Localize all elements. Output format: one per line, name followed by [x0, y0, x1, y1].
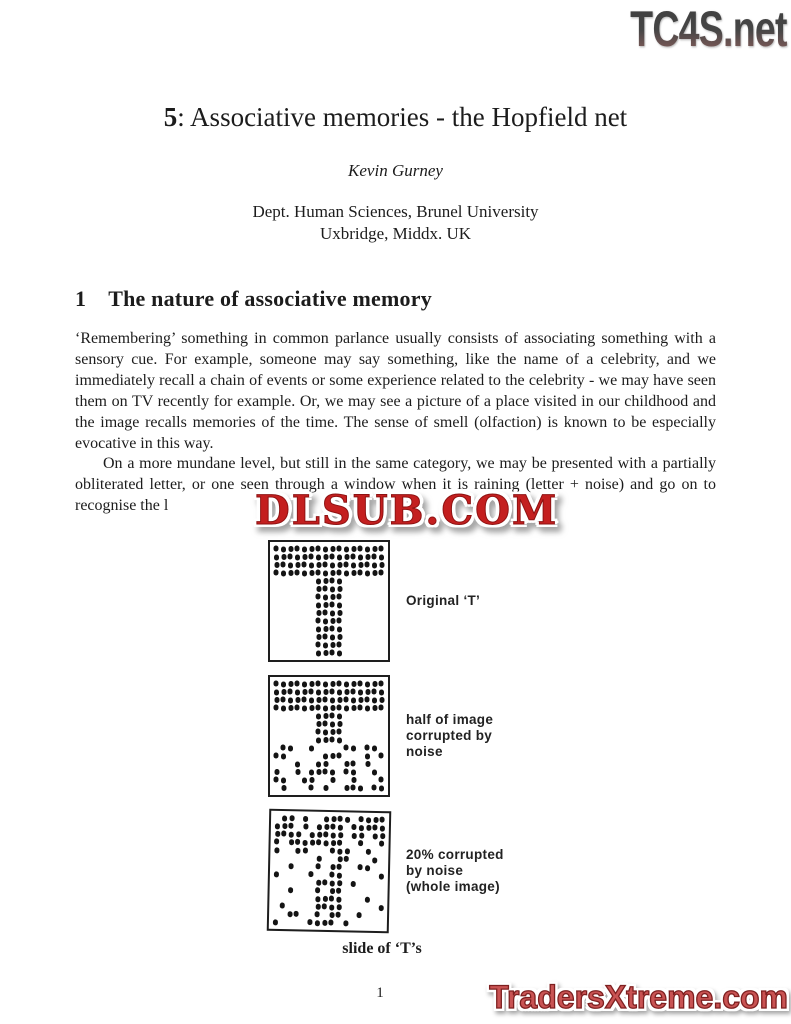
figure-label-half-corrupted: half of image corrupted by noise	[406, 712, 494, 759]
document-title-number: 5	[163, 102, 178, 132]
figure-row-original	[268, 540, 504, 662]
affiliation	[0, 201, 791, 245]
t-patterns-figure	[268, 540, 504, 945]
document-title	[0, 102, 791, 133]
affiliation-line-1: Dept. Human Sciences, Brunel University	[252, 202, 539, 221]
watermark-tradersxtreme: TradersXtreme.com	[489, 979, 788, 1015]
watermark-tc4s: TC4S.net	[630, 1, 787, 57]
figure-label-whole-corrupted: 20% corrupted by noise (whole image)	[406, 847, 504, 894]
author-name: Kevin Gurney	[348, 161, 443, 180]
dot-grid-whole-corrupted	[267, 809, 392, 934]
dot-grid-half-corrupted	[268, 675, 390, 797]
section-heading	[75, 286, 432, 312]
document-title-text: : Associative memories - the Hopfield net	[177, 102, 628, 132]
page-number: 1	[376, 985, 384, 1001]
figure-row-whole-corrupted	[268, 810, 504, 932]
watermark-dlsub: DLSUB.COM	[255, 487, 559, 534]
figure-caption: slide of ‘T’s	[342, 940, 422, 957]
section-number: 1	[75, 286, 87, 311]
dot-grid-original	[268, 540, 390, 662]
paragraph-2: On a more mundane level, but still in the same category, we may be presented with a partially obliterated letter, or one seen through a window when it is raining (letter + noise) and go on to recognise the l	[75, 455, 716, 515]
figure-label-original: Original ‘T’	[406, 593, 481, 608]
paragraph-1: ‘Remembering’ something in common parlance usually consists of associating something with a sensory cue. For example, someone may say something, like the name of a celebrity, and we immediately recall a chain of events or some experience related to the celebrity - we may have seen them on TV recently for example. Or, we may see a picture of a place visited in our childhood and the image recalls memories of the time. The sense of smell (olfaction) is known to be especially evocative in this way.	[75, 330, 716, 452]
section-title: The nature of associative memory	[108, 286, 432, 311]
figure-row-half-corrupted	[268, 675, 504, 797]
affiliation-line-2: Uxbridge, Middx. UK	[319, 224, 472, 243]
